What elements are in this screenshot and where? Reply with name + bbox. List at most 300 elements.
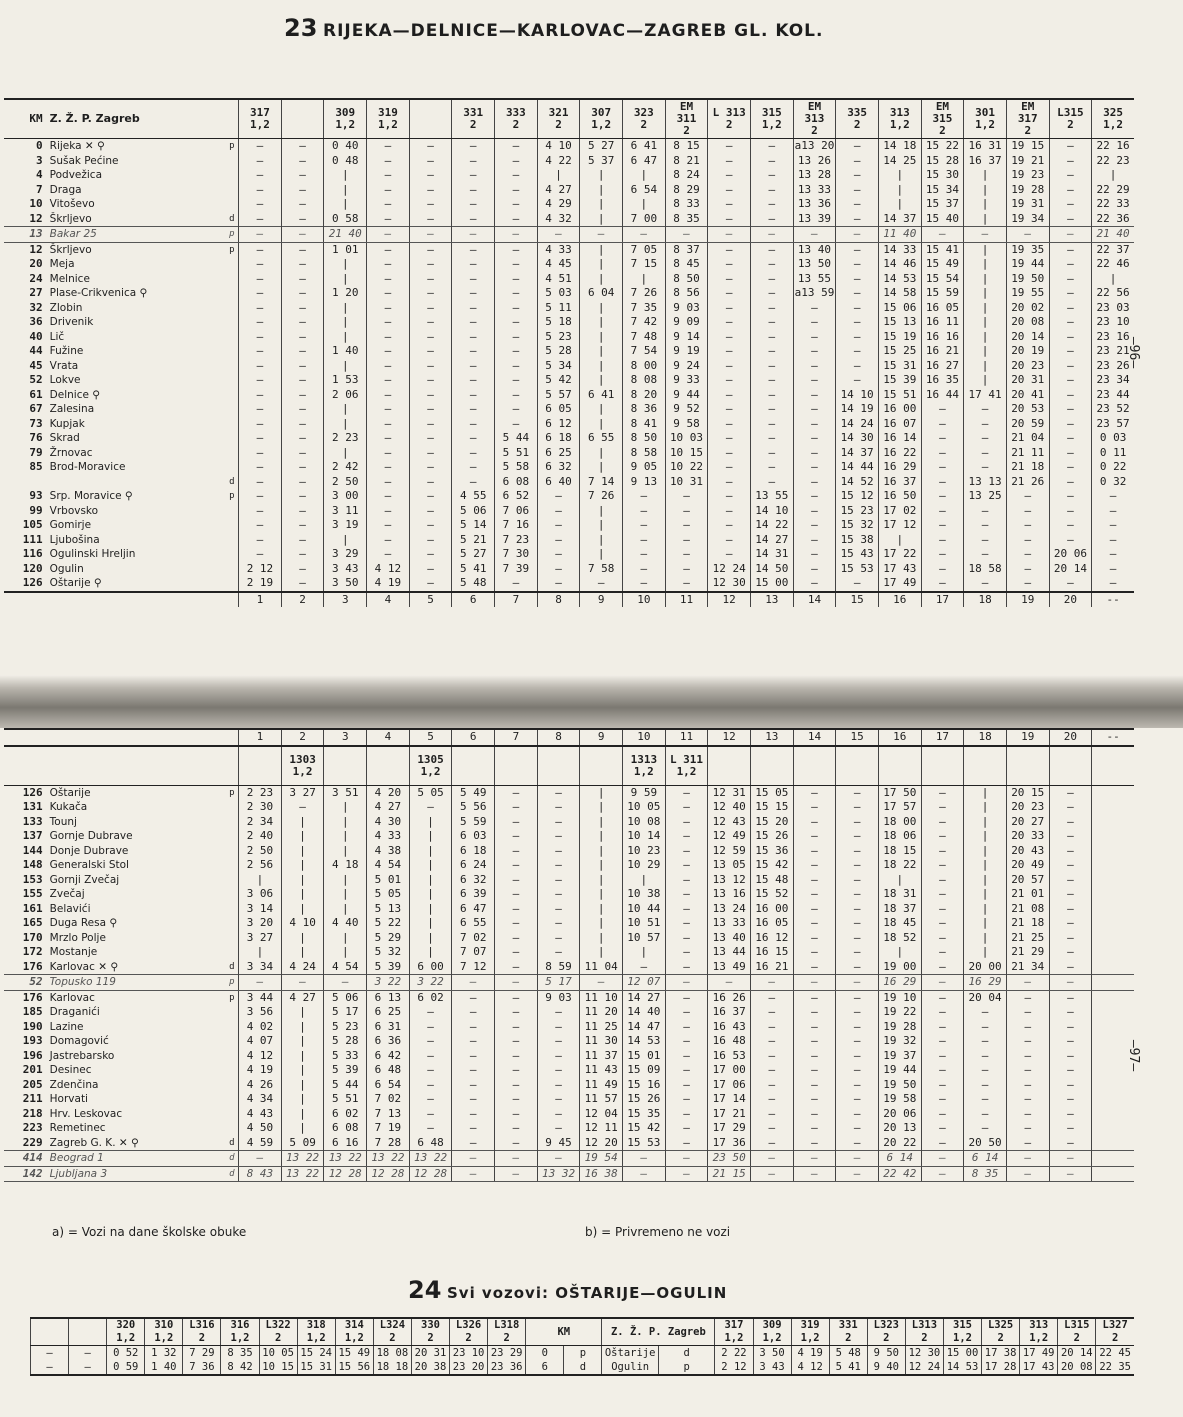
train-header-line: 1,2 [1103,118,1124,131]
train-header-line: 2 [1067,118,1074,131]
time-cell: — [793,829,836,844]
time-cell: — [921,1166,964,1182]
time-cell: — [750,272,793,287]
column-number: 20 [1049,729,1092,746]
time-cell: — [1049,301,1092,316]
time-cell: 7 02 [367,1092,410,1107]
table-row [4,829,1134,844]
arr-dep-mark [226,858,239,873]
column-number: 11 [665,592,708,608]
time-cell: 22 33 [1092,197,1134,212]
time-cell: 7 36 [183,1360,221,1375]
table-row [4,518,1134,533]
time-cell: — [921,227,964,243]
train-header [878,99,921,139]
time-cell: 23 16 [1092,330,1134,345]
time-cell [1092,990,1134,1005]
time-cell: 8 58 [623,446,666,461]
time-cell: | [964,887,1007,902]
time-cell: 13 49 [708,960,751,975]
time-cell: 0 52 [107,1346,145,1361]
time-cell: 21 18 [1006,916,1049,931]
time-cell: 21 40 [1092,227,1134,243]
time-cell: 15 31 [297,1360,335,1375]
time-cell: — [921,547,964,562]
time-cell: — [537,1020,580,1035]
train-header-line: 1,2 [306,1332,326,1344]
time-cell: 13 22 [409,1151,452,1167]
train-header-line: 2 [512,118,520,131]
column-number: 15 [836,592,879,608]
km-cell: 142 [4,1166,47,1182]
station-name: Karlovac [49,991,95,1004]
time-cell: — [793,858,836,873]
time-cell: — [1049,227,1092,243]
table-row [4,873,1134,888]
time-cell: — [409,1121,452,1136]
time-cell: — [793,975,836,991]
time-cell: — [836,945,879,960]
blank [47,746,226,786]
time-cell: — [793,330,836,345]
time-cell: 20 23 [1006,359,1049,374]
time-cell: 5 17 [324,1005,367,1020]
time-cell: 10 57 [623,931,666,946]
time-cell: — [750,402,793,417]
time-cell: 20 02 [1006,301,1049,316]
train-header [324,99,367,139]
time-cell: 20 59 [1006,417,1049,432]
time-cell: — [665,227,708,243]
train-header-line: L324 [379,1319,406,1331]
time-cell: — [495,975,538,991]
time-cell: — [665,931,708,946]
time-cell: 5 42 [537,373,580,388]
time-cell: — [452,272,495,287]
time-cell: — [537,1034,580,1049]
station-name: Ogulin [602,1360,659,1375]
train-header [665,99,708,139]
table-row [4,475,1134,490]
time-cell: 23 20 [450,1360,488,1375]
time-cell: 14 37 [878,212,921,227]
time-cell: 13 22 [281,1151,324,1167]
train-header [964,99,1007,139]
time-cell: — [409,1020,452,1035]
time-cell: 16 05 [921,301,964,316]
time-cell: 2 19 [239,576,282,592]
time-cell: 5 06 [324,990,367,1005]
time-cell: — [495,1121,538,1136]
time-cell: 18 06 [878,829,921,844]
time-cell: — [750,475,793,490]
time-cell: — [964,460,1007,475]
table-row [31,1360,1135,1375]
time-cell: 6 14 [964,1151,1007,1167]
time-cell: — [793,533,836,548]
arr-dep-mark [226,257,239,272]
time-cell: | [324,873,367,888]
train-header-line: 1,2 [953,1332,972,1344]
column-number: 4 [367,592,410,608]
train-header [537,99,580,139]
time-cell: | [580,330,623,345]
time-cell: 20 31 [411,1346,449,1361]
train-header-line: 1,2 [800,1332,820,1344]
train-header-line: 309 [335,106,356,119]
time-cell: — [409,533,452,548]
table-number: 23 [284,14,318,42]
time-cell: 11 57 [580,1092,623,1107]
time-cell: | [281,1078,324,1093]
time-cell: — [409,139,452,154]
time-cell: | [964,844,1007,859]
km-cell: 24 [29,271,43,285]
time-cell: | [324,168,367,183]
km-cell: 153 [22,872,43,886]
column-number: 18 [964,729,1007,746]
time-cell: 6 48 [409,1136,452,1151]
time-cell: — [452,1136,495,1151]
train-header [31,1318,69,1346]
time-cell: — [623,562,666,577]
km-cell: 116 [22,547,43,560]
time-cell: — [1049,844,1092,859]
train-header [69,1318,107,1346]
train-header [452,746,495,786]
station-name: Zalesina [49,403,95,415]
station-name: Drivenik [49,316,94,328]
header-row [31,1318,1135,1346]
time-cell: 19 28 [878,1020,921,1035]
table-row [4,960,1134,975]
time-cell: | [281,1034,324,1049]
time-cell: — [836,257,879,272]
time-cell: — [281,547,324,562]
time-cell: — [1049,197,1092,212]
time-cell: — [409,168,452,183]
time-cell: | [964,800,1007,815]
time-cell: — [964,504,1007,519]
time-cell: 4 12 [239,1049,282,1064]
time-cell: — [537,873,580,888]
time-cell: 5 44 [495,431,538,446]
time-cell: 8 43 [239,1166,282,1182]
station-name: Draga [49,183,82,196]
time-cell: | [281,829,324,844]
train-header-line: L313 [911,1319,938,1331]
station-name: Hrv. Leskovac [49,1107,123,1120]
train-header [537,746,580,786]
time-cell: 4 18 [324,858,367,873]
timetable-23-continued [4,728,1134,1182]
time-cell: — [793,301,836,316]
time-cell: — [750,139,793,154]
time-cell: 13 22 [324,1151,367,1167]
time-cell: — [409,1034,452,1049]
time-cell: — [1049,1121,1092,1136]
time-cell: — [793,960,836,975]
time-cell: 15 13 [878,315,921,330]
time-cell: 23 21 [1092,344,1134,359]
time-cell: — [921,1107,964,1122]
time-cell: — [836,272,879,287]
time-cell: 14 19 [836,402,879,417]
time-cell: 7 26 [623,286,666,301]
arr-dep-mark [226,576,239,592]
train-header [867,1318,905,1346]
time-cell: | [878,533,921,548]
time-cell: 5 11 [537,301,580,316]
time-cell: 7 16 [495,518,538,533]
train-header [495,746,538,786]
time-cell: — [665,873,708,888]
train-header-line: 313 [804,112,825,125]
km-cell: 144 [22,843,43,857]
arr-dep-mark [226,286,239,301]
table-row [4,489,1134,504]
time-cell: 14 25 [878,154,921,169]
train-header [580,746,623,786]
time-cell: — [367,286,410,301]
time-cell: — [452,990,495,1005]
train-header-line: L323 [873,1319,899,1331]
time-cell: 4 12 [791,1360,829,1375]
km-cell: 12 [29,242,43,256]
time-cell: 19 31 [1006,197,1049,212]
train-header [221,1318,259,1346]
column-numbers-row [4,729,1134,746]
time-cell: 13 44 [708,945,751,960]
time-cell: 14 50 [750,562,793,577]
time-cell: 12 43 [708,815,751,830]
time-cell: — [665,533,708,548]
table-row [4,242,1134,257]
train-header-line: 2 [853,118,861,131]
time-cell: — [409,417,452,432]
station-name: Meja [49,258,75,270]
time-cell: 22 29 [1092,183,1134,198]
train-header-line: EM [807,100,822,113]
time-cell: — [367,417,410,432]
time-cell: — [239,489,282,504]
time-cell: 20 08 [1006,315,1049,330]
time-cell: — [836,242,879,257]
time-cell: 4 43 [239,1107,282,1122]
time-cell: — [495,330,538,345]
time-cell: — [708,272,751,287]
arr-dep-mark [226,359,239,374]
time-cell: — [921,815,964,830]
time-cell: — [1006,1166,1049,1182]
time-cell: — [495,916,538,931]
train-header [623,99,666,139]
time-cell: — [793,1107,836,1122]
time-cell: — [836,990,879,1005]
time-cell: | [324,800,367,815]
time-cell: — [793,1078,836,1093]
time-cell: | [964,344,1007,359]
time-cell: | [580,417,623,432]
time-cell: — [793,359,836,374]
time-cell: 22 56 [1092,286,1134,301]
time-cell: — [367,518,410,533]
time-cell: 5 32 [367,945,410,960]
station-name: Bakar 25 [47,227,226,243]
time-cell: — [750,1136,793,1151]
time-cell: | [324,359,367,374]
time-cell: — [836,197,879,212]
time-cell: — [452,1166,495,1182]
station-name: Skrad [49,432,80,444]
km-cell: 414 [4,1151,47,1167]
time-cell: | [537,168,580,183]
train-header-line: 331 [838,1319,858,1331]
time-cell: — [665,1063,708,1078]
time-cell: 2 42 [324,460,367,475]
time-cell: 14 46 [878,257,921,272]
time-cell: — [367,301,410,316]
time-cell: — [708,533,751,548]
time-cell: — [1049,489,1092,504]
km-cell: 61 [29,387,43,401]
time-cell: — [239,402,282,417]
time-cell: — [367,242,410,257]
train-header-line: 2 [811,124,818,137]
km-cell: 218 [22,1106,43,1120]
train-header-line: 314 [344,1319,364,1331]
time-cell: 4 27 [537,183,580,198]
time-cell: — [452,402,495,417]
km-cell: 20 [29,257,43,270]
time-cell: 16 29 [878,975,921,991]
time-cell: 11 04 [580,960,623,975]
time-cell: — [367,446,410,461]
train-header [239,99,282,139]
km-cell: 126 [22,785,43,799]
time-cell: | [324,402,367,417]
time-cell: — [580,227,623,243]
time-cell: 6 24 [452,858,495,873]
time-cell: — [665,887,708,902]
time-cell [1092,960,1134,975]
time-cell: 18 18 [373,1360,411,1375]
time-cell: 3 14 [239,902,282,917]
time-cell: — [793,1063,836,1078]
time-cell: 5 39 [367,960,410,975]
km-cell: 126 [22,576,43,589]
time-cell: 0 03 [1092,431,1134,446]
railway-header: Z. Ž. P. Zagreb [602,1318,715,1346]
column-number: 14 [793,592,836,608]
time-cell: | [964,286,1007,301]
time-cell: 1 20 [324,286,367,301]
time-cell: — [665,960,708,975]
time-cell: | [964,183,1007,198]
time-cell: — [665,990,708,1005]
time-cell: — [281,975,324,991]
time-cell: 10 05 [623,800,666,815]
time-cell: — [1049,139,1092,154]
time-cell: — [921,576,964,592]
station-name: Ogulin [49,562,84,575]
time-cell: 9 45 [537,1136,580,1151]
time-cell: 4 33 [367,829,410,844]
train-header-line: 2 [389,1332,396,1344]
time-cell: — [793,1020,836,1035]
time-cell: 20 19 [1006,344,1049,359]
column-number: -- [1092,729,1134,746]
time-cell: 15 24 [297,1346,335,1361]
table-row [4,902,1134,917]
time-cell: — [367,547,410,562]
time-cell: — [836,576,879,592]
table-row [4,844,1134,859]
train-header-line: 1,2 [335,118,356,131]
arr-dep-mark [226,154,239,169]
time-cell: 23 44 [1092,388,1134,403]
time-cell: — [708,504,751,519]
station-name: Srp. Moravice ⚲ [49,490,133,502]
time-cell: 20 14 [1049,562,1092,577]
time-cell: 20 41 [1006,388,1049,403]
time-cell: 7 00 [623,212,666,227]
time-cell: — [1006,1078,1049,1093]
table-row [4,800,1134,815]
arr-dep-mark [226,460,239,475]
column-number: 13 [750,592,793,608]
time-cell: 6 16 [324,1136,367,1151]
time-cell: | [409,873,452,888]
arr-dep-mark: p [226,227,239,243]
table-row [4,417,1134,432]
time-cell: — [452,330,495,345]
timetable-24 [30,1317,1134,1376]
time-cell: 19 22 [878,1005,921,1020]
train-header-line: 317 [250,106,270,119]
time-cell: — [750,286,793,301]
time-cell: 19 58 [878,1092,921,1107]
time-cell: — [708,242,751,257]
time-cell: — [452,242,495,257]
timetable-23 [4,98,1134,607]
train-header-line: 1,2 [889,118,910,131]
time-cell: 15 36 [750,844,793,859]
time-cell: | [409,945,452,960]
train-header [1049,746,1092,786]
time-cell: — [921,1121,964,1136]
time-cell: 5 22 [367,916,410,931]
time-cell: 21 26 [1006,475,1049,490]
time-cell: — [367,344,410,359]
time-cell: | [878,945,921,960]
train-header-line: 1,2 [116,1332,136,1344]
arr-dep-mark [226,945,239,960]
time-cell [1092,815,1134,830]
table-row [4,1151,1134,1167]
time-cell: — [537,547,580,562]
time-cell: 16 12 [750,931,793,946]
train-header [409,746,452,786]
time-cell: 3 50 [324,576,367,592]
time-cell: — [1049,388,1092,403]
train-header-line: 1,2 [975,118,996,131]
time-cell: 9 19 [665,344,708,359]
time-cell: — [921,990,964,1005]
time-cell: — [964,533,1007,548]
time-cell: 13 40 [793,242,836,257]
time-cell: — [836,301,879,316]
